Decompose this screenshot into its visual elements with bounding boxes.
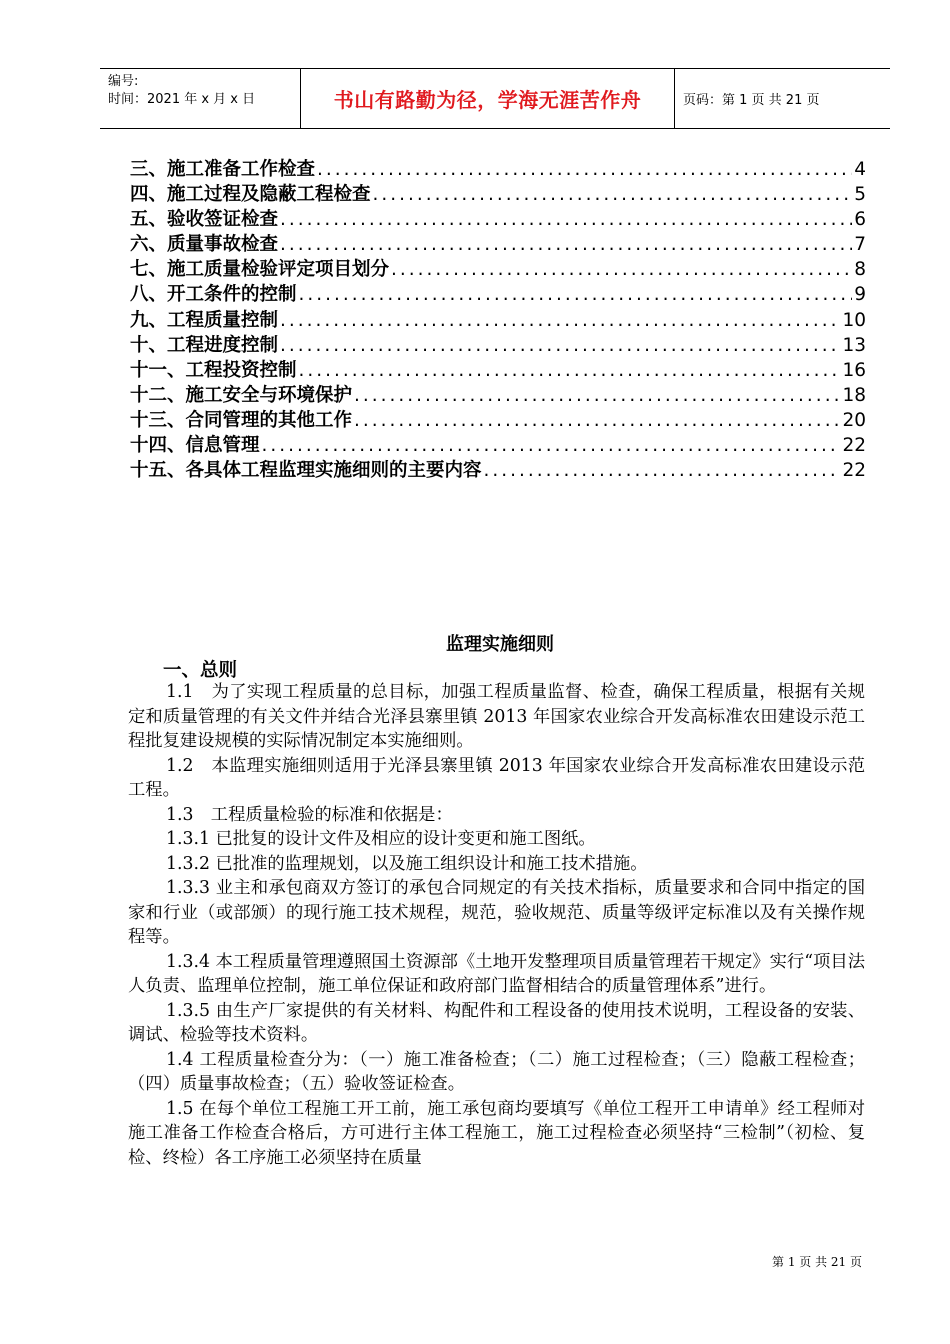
- toc-entry-title: 十四、信息管理: [130, 435, 260, 457]
- toc-entry[interactable]: [130, 406, 866, 431]
- toc-entry-page: 5: [854, 184, 866, 206]
- page-footer: 第 1 页 共 21 页: [772, 1255, 862, 1269]
- toc-dot-leader: [373, 184, 853, 205]
- toc-entry-page: 22: [842, 460, 866, 482]
- toc-entry-title: 九、工程质量控制: [130, 309, 279, 331]
- toc-entry-page: 9: [854, 284, 866, 306]
- body-paragraph: 1.4 工程质量检查分为：（一）施工准备检查；（二）施工过程检查；（三）隐蔽工程检查；（四）质量事故检查；（五）验收签证检查。: [128, 1049, 865, 1094]
- toc-entry[interactable]: [130, 381, 866, 406]
- toc-entry-title: 十二、施工安全与环境保护: [130, 384, 353, 406]
- toc-dot-leader: [354, 385, 840, 406]
- toc-entry[interactable]: [130, 280, 866, 305]
- toc-entry-page: 18: [842, 384, 866, 406]
- toc-entry-page: 7: [854, 234, 866, 256]
- body-paragraph: 1.3.2 已批准的监理规划，以及施工组织设计和施工技术措施。: [166, 853, 648, 874]
- toc-entry-title: 十五、各具体工程监理实施细则的主要内容: [130, 460, 482, 482]
- toc-dot-leader: [299, 360, 841, 381]
- toc-entry-title: 八、开工条件的控制: [130, 284, 297, 306]
- body-paragraph: 1.3.4 本工程质量管理遵照国土资源部《土地开发整理项目质量管理若干规定》实行“项目法人负责、监理单位控制，施工单位保证和政府部门监督相结合的质量管理体系”进行。: [128, 951, 865, 996]
- toc-dot-leader: [280, 234, 852, 255]
- toc-entry-page: 16: [842, 359, 866, 381]
- number-label: 编号:: [108, 74, 139, 89]
- toc-dot-leader: [280, 335, 840, 356]
- document-title: 监理实施细则: [446, 634, 554, 655]
- toc-entry-page: 8: [854, 259, 866, 281]
- toc-entry-page: 10: [842, 309, 866, 331]
- toc-entry-title: 六、质量事故检查: [130, 234, 279, 256]
- body-paragraph: 1.3.5 由生产厂家提供的有关材料、构配件和工程设备的使用技术说明，工程设备的安装、调试、检验等技术资料。: [128, 1000, 865, 1045]
- toc-entry[interactable]: [130, 205, 866, 230]
- toc-entry[interactable]: [130, 456, 866, 481]
- toc-dot-leader: [280, 310, 840, 331]
- toc-entry-title: 七、施工质量检验评定项目划分: [130, 259, 390, 281]
- header-motto: 书山有路勤为径，学海无涯苦作舟: [301, 69, 675, 128]
- toc-entry[interactable]: [130, 155, 866, 180]
- toc-dot-leader: [317, 159, 852, 180]
- toc-dot-leader: [299, 284, 853, 305]
- toc-entry-title: 十一、工程投资控制: [130, 359, 297, 381]
- section-heading: 一、总则: [163, 660, 238, 681]
- toc-entry-title: 五、验收签证检查: [130, 209, 279, 231]
- body-paragraph: 1.2 本监理实施细则适用于光泽县寨里镇 2013 年国家农业综合开发高标准农田建设示范工程。: [128, 755, 865, 800]
- toc-entry-page: 4: [854, 159, 866, 180]
- toc-entry-page: 22: [842, 435, 866, 457]
- toc-entry-title: 十、工程进度控制: [130, 334, 279, 356]
- body-paragraph: 1.3.3 业主和承包商双方签订的承包合同规定的有关技术指标，质量要求和合同中指定的国家和行业（或部颁）的现行施工技术规程，规范，验收规范、质量等级评定标准以及有关操作规程等。: [128, 878, 865, 947]
- body-paragraph: 1.5 在每个单位工程施工开工前，施工承包商均要填写《单位工程开工申请单》经工程师对施工准备工作检查合格后，方可进行主体工程施工，施工过程检查必须坚持“三检制”（初检、复检、终检）各工序施工必须坚持在质量: [128, 1098, 865, 1168]
- toc-entry[interactable]: [130, 431, 866, 456]
- toc-entry-page: 13: [842, 334, 866, 356]
- toc-entry-title: 十三、合同管理的其他工作: [130, 409, 353, 431]
- time-label: 时间：2021 年 x 月 x 日: [108, 92, 256, 107]
- toc-entry[interactable]: [130, 331, 866, 356]
- toc-entry[interactable]: [130, 230, 866, 255]
- body-paragraph: 1.3.1 已批复的设计文件及相应的设计变更和施工图纸。: [166, 829, 596, 849]
- toc-entry-page: 6: [854, 209, 866, 231]
- toc-entry[interactable]: [130, 180, 866, 205]
- toc-dot-leader: [280, 209, 852, 230]
- body-text: [128, 680, 865, 1170]
- page-header: [100, 68, 890, 129]
- toc-entry-title: 三、施工准备工作检查: [130, 159, 316, 180]
- toc-entry-page: 20: [842, 409, 866, 431]
- body-paragraph: 1.1 为了实现工程质量的总目标，加强工程质量监督、检查，确保工程质量，根据有关规定和质量管理的有关文件并结合光泽县寨里镇 2013 年国家农业综合开发高标准农田建设示范工程批复建设规模的实际情况制定本实施细则。: [128, 682, 865, 751]
- toc-dot-leader: [391, 259, 852, 280]
- toc-entry[interactable]: [130, 255, 866, 280]
- table-of-contents: [130, 155, 866, 481]
- toc-entry-title: 四、施工过程及隐蔽工程检查: [130, 184, 371, 206]
- toc-entry[interactable]: [130, 306, 866, 331]
- toc-dot-leader: [354, 410, 840, 431]
- toc-dot-leader: [484, 460, 841, 481]
- header-meta-cell: [100, 69, 301, 128]
- body-paragraph: 1.3 工程质量检验的标准和依据是：: [166, 804, 453, 825]
- toc-entry[interactable]: [130, 356, 866, 381]
- toc-dot-leader: [262, 435, 841, 456]
- header-page-info: 页码：第 1 页 共 21 页: [683, 93, 820, 108]
